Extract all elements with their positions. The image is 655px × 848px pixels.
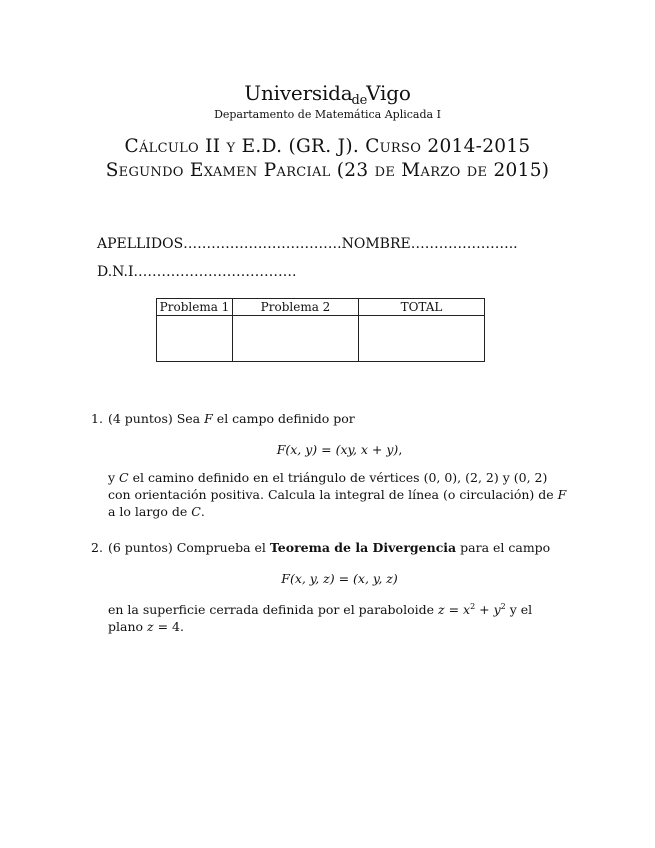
math-var: z (147, 619, 154, 635)
grade-table-score-row (157, 316, 485, 362)
grade-table (156, 298, 485, 362)
problem-body (108, 410, 571, 520)
header-total: TOTAL (359, 299, 485, 316)
formula (108, 441, 571, 458)
grade-table-header-row (157, 299, 485, 316)
dni-field[interactable]: D.N.I.……………………………. (97, 264, 297, 280)
formula-lhs: F(x, y) (276, 442, 318, 457)
problem-text: a lo largo de (108, 504, 188, 519)
problem-1 (91, 410, 571, 520)
formula-lhs: F(x, y, z) (281, 571, 335, 586)
exam-title-line1: Cálculo II y E.D. (GR. J). Curso 2014-2015 (124, 136, 531, 157)
formula-end: , (398, 442, 403, 457)
score-cell-total (359, 316, 485, 362)
formula-rhs: (xy, x + y) (335, 442, 399, 457)
theorem-name: Teorema de la Divergencia (269, 540, 457, 555)
header-problema-2: Problema 2 (233, 299, 359, 316)
math-op: = 4. (153, 619, 184, 635)
logo-end: Vigo (366, 81, 411, 105)
header-problema-1: Problema 1 (157, 299, 233, 316)
math-var: C (119, 470, 129, 485)
university-logo (0, 83, 655, 107)
math-var: x (463, 602, 471, 618)
exam-title-line2: Segundo Examen Parcial (23 de Marzo de 2015) (105, 160, 550, 181)
problem-number: 2. (91, 540, 103, 555)
formula-eq: = (334, 571, 354, 586)
math-var: z (438, 602, 445, 618)
formula-rhs: (x, y, z) (353, 571, 398, 586)
math-exponent: 2 (500, 602, 506, 611)
score-cell-problema-1 (157, 316, 233, 362)
logo-de: de (351, 93, 368, 108)
problem-2 (91, 539, 571, 635)
apellidos-nombre-field[interactable]: APELLIDOS…………………………….NOMBRE………………….. (97, 236, 518, 252)
math-var: y (493, 602, 501, 618)
problem-text: . (200, 504, 205, 519)
math-op: = (444, 602, 464, 618)
math-var: F (204, 411, 213, 426)
problem-text: en la superficie cerrada definida por el paraboloide (108, 602, 435, 618)
formula-eq: = (317, 442, 336, 457)
problem-number: 1. (91, 411, 103, 426)
department-name: Departamento de Matemática Aplicada I (214, 108, 441, 121)
math-op: + (475, 602, 494, 618)
problem-text: y el plano (108, 602, 533, 635)
problem-body (108, 539, 571, 635)
logo-main: Universida (244, 81, 353, 105)
problem-text: y (108, 470, 116, 485)
math-var: F (557, 487, 567, 502)
problem-text: el camino definido en el triángulo de vértices (0, 0), (2, 2) y (0, 2) con orientación positiva. Calcula la integral de línea (o circulación) de (108, 470, 554, 502)
problem-text: para el campo (460, 540, 551, 555)
score-cell-problema-2 (233, 316, 359, 362)
formula (108, 570, 571, 587)
math-exponent: 2 (470, 602, 476, 611)
problem-text: (6 puntos) Comprueba el (108, 540, 266, 555)
problem-text: el campo definido por (216, 411, 355, 426)
problem-text: (4 puntos) Sea (108, 411, 201, 426)
math-var: C (191, 504, 201, 519)
